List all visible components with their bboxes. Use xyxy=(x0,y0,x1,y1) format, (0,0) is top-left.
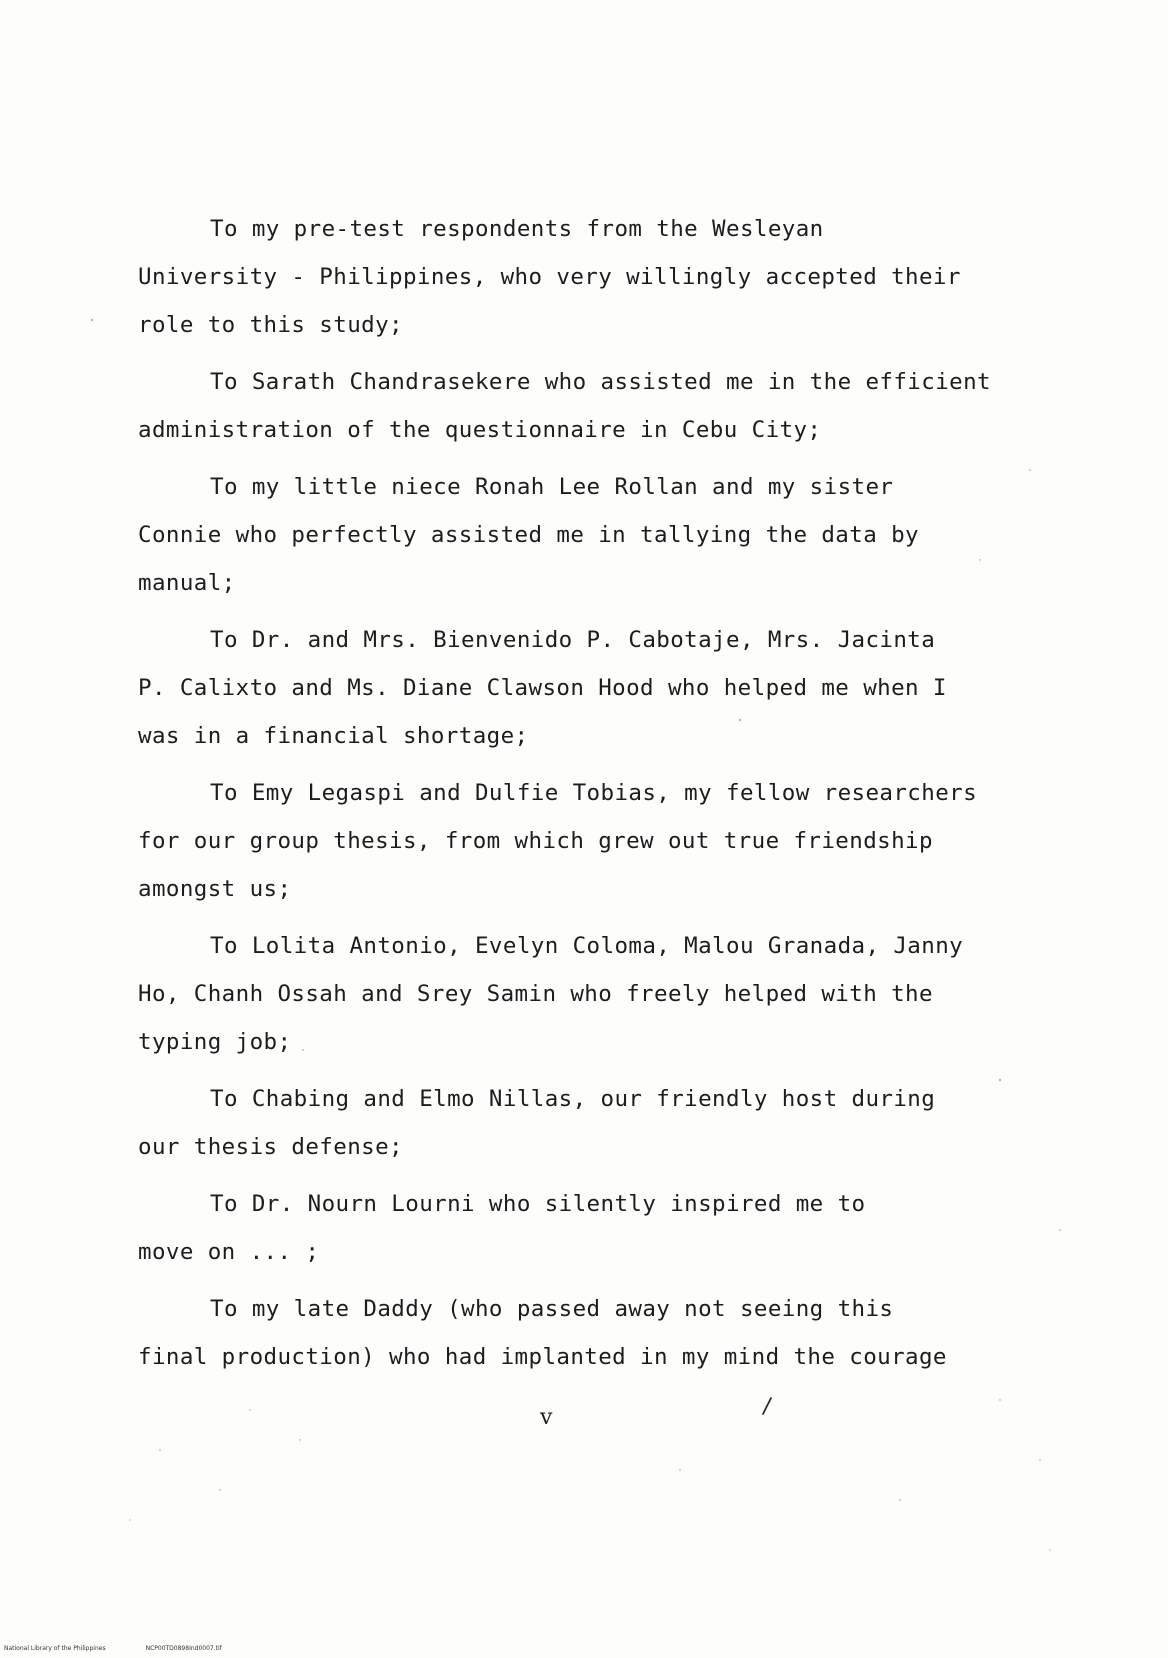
text-line: final production) who had implanted in my mind the courage xyxy=(138,1344,947,1370)
paragraph xyxy=(138,358,1008,454)
text-line: To my pre-test respondents from the Wesleyan xyxy=(210,216,824,242)
paragraph xyxy=(138,463,1008,607)
text-line: To my little niece Ronah Lee Rollan and my sister xyxy=(210,474,894,500)
text-line: To Dr. Nourn Lourni who silently inspired me to xyxy=(210,1191,866,1217)
text-line: Ho, Chanh Ossah and Srey Samin who freely helped with the xyxy=(138,981,933,1007)
text-line: To Sarath Chandrasekere who assisted me in the efficient xyxy=(210,369,991,395)
text-line: To Lolita Antonio, Evelyn Coloma, Malou Granada, Janny xyxy=(210,933,964,959)
text-line: To Chabing and Elmo Nillas, our friendly host during xyxy=(210,1086,936,1112)
text-line: was in a financial shortage; xyxy=(138,723,529,749)
text-line: for our group thesis, from which grew out true friendship xyxy=(138,828,933,854)
text-line: To Dr. and Mrs. Bienvenido P. Cabotaje, Mrs. Jacinta xyxy=(210,627,936,653)
text-line: To my late Daddy (who passed away not seeing this xyxy=(210,1296,894,1322)
paragraph xyxy=(138,922,1008,1066)
text-line: administration of the questionnaire in Cebu City; xyxy=(138,417,822,443)
pen-mark-icon xyxy=(760,1396,774,1416)
text-line: P. Calixto and Ms. Diane Clawson Hood who helped me when I xyxy=(138,675,947,701)
text-line: To Emy Legaspi and Dulfie Tobias, my fellow researchers xyxy=(210,780,978,806)
paragraph xyxy=(138,616,1008,760)
footer-library: National Library of the Philippines xyxy=(4,1645,106,1652)
text-line: Connie who perfectly assisted me in tallying the data by xyxy=(138,522,919,548)
text-line: manual; xyxy=(138,570,236,596)
text-line: our thesis defense; xyxy=(138,1134,403,1160)
paragraph xyxy=(138,1180,1008,1276)
paragraph xyxy=(138,1285,1008,1381)
text-line: typing job; xyxy=(138,1029,292,1055)
acknowledgement-text xyxy=(138,205,1008,1390)
scan-footer xyxy=(4,1645,222,1652)
footer-filename: NCP00TD0898Ind0007.tif xyxy=(145,1645,222,1652)
text-line: move on ... ; xyxy=(138,1239,320,1265)
paragraph xyxy=(138,205,1008,349)
page-number: v xyxy=(540,1405,553,1430)
paragraph xyxy=(138,1075,1008,1171)
text-line: University - Philippines, who very willingly accepted their xyxy=(138,264,961,290)
text-line: role to this study; xyxy=(138,312,403,338)
text-line: amongst us; xyxy=(138,876,292,902)
paragraph xyxy=(138,769,1008,913)
